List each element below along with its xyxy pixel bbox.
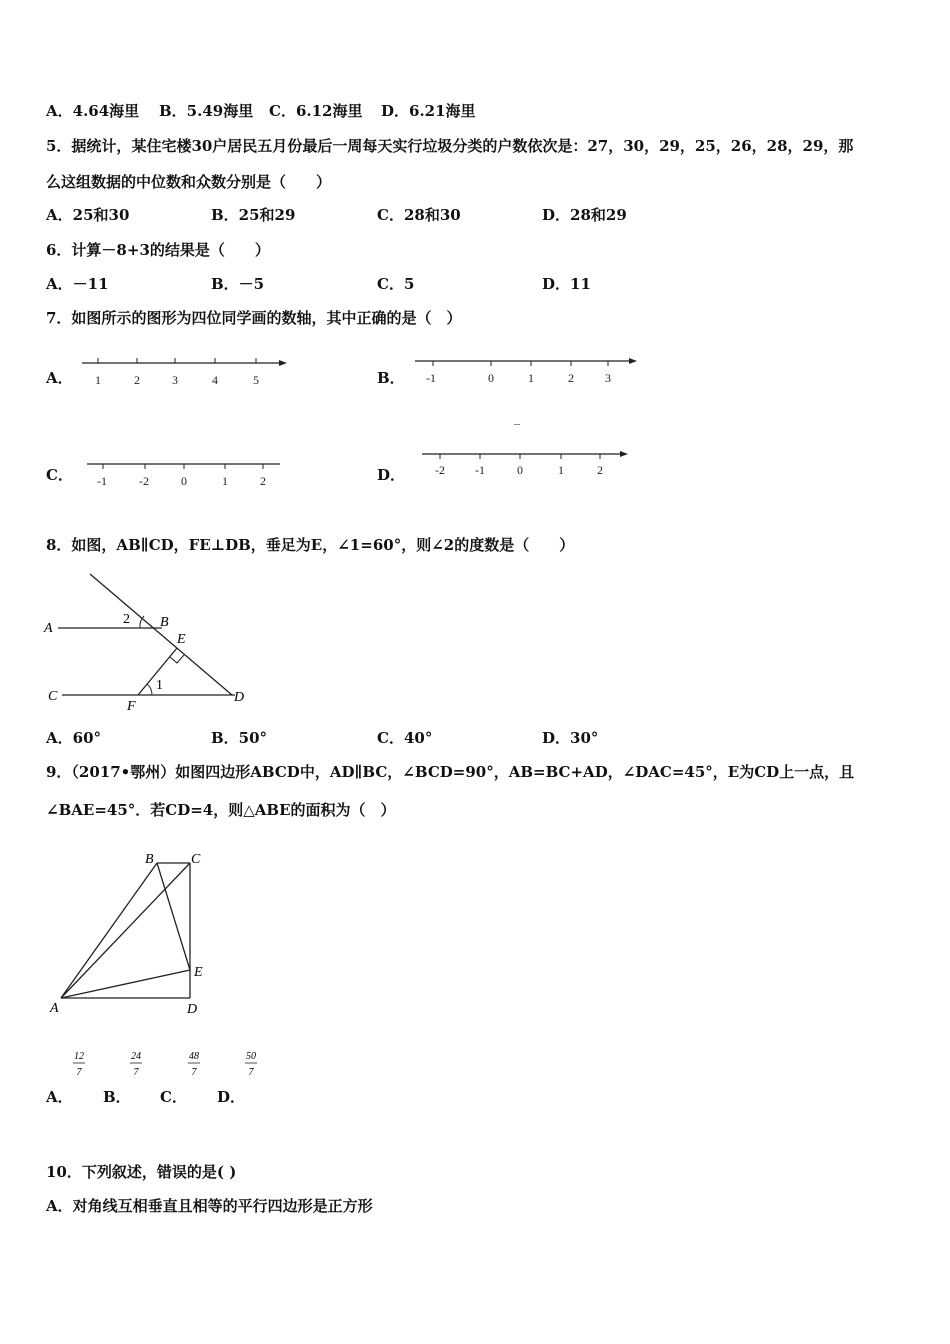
q5-option-a: A．25和30	[46, 206, 130, 224]
q7-option-c-letter: C．	[46, 466, 73, 484]
label-angle-2: 2	[123, 612, 130, 627]
q6-options	[46, 277, 746, 295]
q9-option-letters	[46, 1090, 306, 1108]
q5-option-d: D．28和29	[542, 206, 627, 224]
q7-number-line-d	[420, 448, 635, 478]
label-d: D	[187, 1002, 198, 1017]
q8-options	[46, 731, 746, 749]
q7-option-b-letter: B．	[377, 369, 405, 387]
label-a: A	[50, 1001, 59, 1016]
tick-label: 0	[181, 474, 187, 488]
q10-option-a: A．对角线互相垂直且相等的平行四边形是正方形	[46, 1197, 373, 1215]
label-b: B	[160, 615, 169, 630]
q6-option-a: A．－11	[46, 275, 109, 293]
q7-number-line-b	[413, 355, 643, 385]
tick-label: -1	[426, 371, 436, 385]
q5-option-c: C．28和30	[377, 206, 461, 224]
q9-option-b: B．	[103, 1088, 131, 1106]
axis-arrow	[629, 358, 637, 364]
fraction-d-numerator: 50	[246, 1051, 256, 1062]
tick-label: 1	[558, 463, 564, 477]
q5-option-b: B．25和29	[211, 206, 296, 224]
q7-option-d-letter: D．	[377, 466, 406, 484]
label-c: C	[48, 689, 58, 704]
tick-label: 2	[568, 371, 574, 385]
q10-stem: 10．下列叙述，错误的是( )	[46, 1163, 237, 1181]
label-e: E	[177, 632, 186, 647]
fraction-a-denominator: 7	[76, 1067, 82, 1078]
angle-1-arc	[147, 684, 152, 695]
label-f: F	[127, 699, 136, 714]
segment-ac	[61, 863, 190, 998]
tick-label: 0	[517, 463, 523, 477]
tick-label: 4	[212, 373, 218, 387]
q9-option-d: D．	[217, 1088, 246, 1106]
fraction-c-numerator: 48	[189, 1051, 199, 1062]
tick-label: 2	[134, 373, 140, 387]
tick-label: 3	[172, 373, 178, 387]
segment-ab	[61, 863, 157, 998]
q8-figure	[40, 570, 260, 715]
q4-option-d: D．6.21海里	[381, 102, 476, 120]
axis-arrow	[279, 360, 287, 366]
q4-option-a: A．4.64海里	[46, 102, 140, 120]
q4-option-c: C．6.12海里	[269, 102, 363, 120]
fraction-c	[188, 1051, 200, 1078]
label-angle-1: 1	[156, 678, 163, 693]
label-a: A	[44, 621, 53, 636]
fraction-c-denominator: 7	[191, 1067, 197, 1078]
label-d: D	[234, 690, 245, 705]
tick-label: 0	[488, 371, 494, 385]
fraction-a	[73, 1051, 85, 1078]
q7-stray-mark: _	[514, 411, 520, 425]
q4-options	[46, 104, 646, 122]
q6-option-d: D．11	[542, 275, 591, 293]
tick-label: 3	[605, 371, 611, 385]
tick-label: 2	[260, 474, 266, 488]
q9-fractions	[65, 1046, 295, 1086]
line-transversal	[90, 574, 232, 695]
q5-options	[46, 208, 746, 226]
q4-option-b: B．5.49海里	[159, 102, 254, 120]
q8-option-d: D．30°	[542, 729, 599, 747]
label-b: B	[145, 852, 154, 867]
q7-number-line-a	[80, 355, 290, 385]
q7-number-line-c	[85, 458, 285, 488]
fraction-a-numerator: 12	[74, 1051, 84, 1062]
q5-stem-line2: 么这组数据的中位数和众数分别是（ ）	[46, 173, 332, 191]
q8-option-b: B．50°	[211, 729, 268, 747]
axis-arrow	[620, 451, 628, 457]
q9-stem-line1: 9．（2017•鄂州）如图四边形ABCD中，AD∥BC，∠BCD=90°，AB=BC+AD，∠DAC=45°，E为CD上一点，且	[46, 763, 855, 781]
tick-label: 5	[253, 373, 259, 387]
tick-label: 2	[597, 463, 603, 477]
fraction-b	[130, 1051, 142, 1078]
segment-ae	[61, 970, 190, 998]
q5-stem-line1: 5．据统计，某住宅楼30户居民五月份最后一周每天实行垃圾分类的户数依次是：27，30，29，25，26，28，29，那	[46, 137, 854, 155]
q8-option-a: A．60°	[46, 729, 102, 747]
fraction-d-denominator: 7	[248, 1067, 254, 1078]
label-c: C	[191, 852, 201, 867]
label-e: E	[194, 965, 203, 980]
q8-stem: 8．如图，AB∥CD，FE⊥DB，垂足为E，∠1=60°，则∠2的度数是（ ）	[46, 536, 575, 554]
tick-label: -2	[435, 463, 445, 477]
right-angle-mark	[170, 655, 184, 663]
tick-label: -2	[139, 474, 149, 488]
q9-option-c: C．	[160, 1088, 187, 1106]
q9-figure	[45, 845, 225, 1025]
tick-label: 1	[528, 371, 534, 385]
q7-option-a-letter: A．	[46, 369, 73, 387]
fraction-d	[245, 1051, 257, 1078]
q6-stem: 6．计算－8+3的结果是（ ）	[46, 241, 270, 259]
q6-option-b: B．－5	[211, 275, 265, 293]
tick-label: 1	[95, 373, 101, 387]
tick-label: -1	[97, 474, 107, 488]
q6-option-c: C．5	[377, 275, 415, 293]
q9-option-a: A．	[46, 1088, 73, 1106]
tick-label: -1	[475, 463, 485, 477]
q9-stem-line2: ∠BAE=45°．若CD=4，则△ABE的面积为（ ）	[46, 801, 396, 819]
fraction-b-numerator: 24	[131, 1051, 141, 1062]
q7-stem: 7．如图所示的图形为四位同学画的数轴，其中正确的是（ ）	[46, 309, 462, 327]
tick-label: 1	[222, 474, 228, 488]
q8-option-c: C．40°	[377, 729, 433, 747]
fraction-b-denominator: 7	[133, 1067, 139, 1078]
segment-be	[157, 863, 190, 970]
